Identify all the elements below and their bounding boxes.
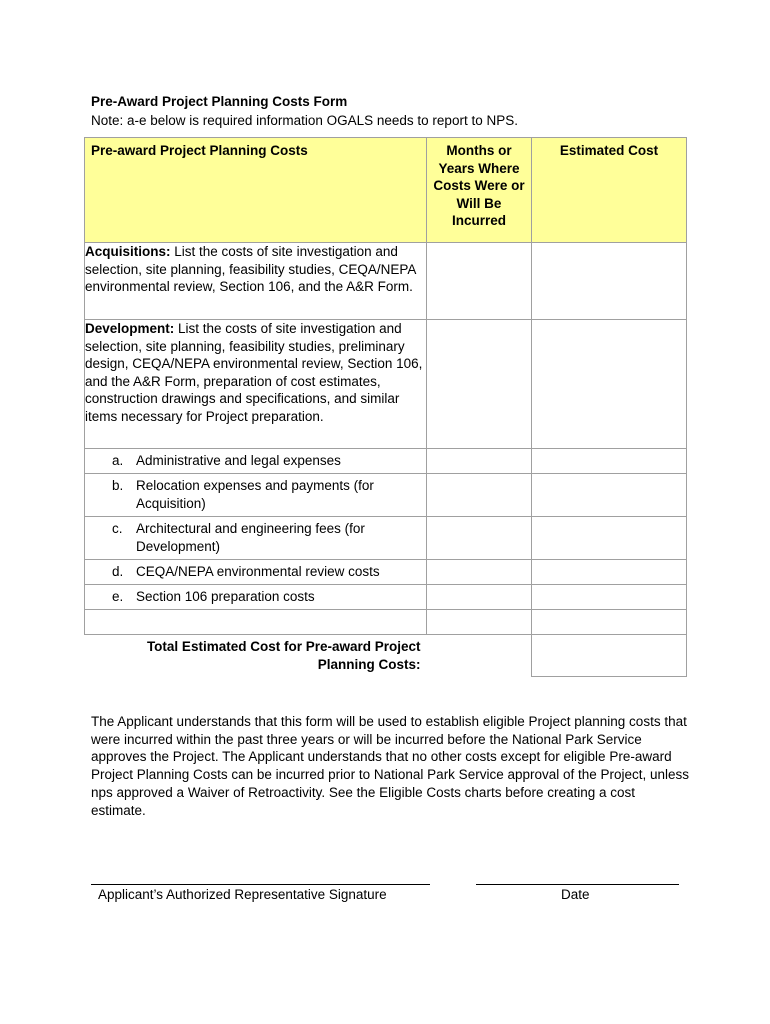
signature-line[interactable] xyxy=(91,884,430,885)
item-a-months-cell[interactable] xyxy=(427,449,532,474)
development-row xyxy=(85,320,687,449)
blank-months-cell[interactable] xyxy=(427,610,532,635)
table-header-row xyxy=(85,138,687,243)
table-row xyxy=(85,517,687,560)
date-label: Date xyxy=(561,887,590,902)
item-e-months-cell[interactable] xyxy=(427,585,532,610)
development-months-cell[interactable] xyxy=(427,320,532,449)
development-label: Development: xyxy=(85,321,175,336)
item-c-months-cell[interactable] xyxy=(427,517,532,560)
table-row xyxy=(85,449,687,474)
item-text: CEQA/NEPA environmental review costs xyxy=(136,564,380,579)
item-text: Section 106 preparation costs xyxy=(136,589,315,604)
acquisitions-text: List the costs of site investigation and selection, site planning, feasibility studies, CEQA/NEPA environmental review, Section 106, and the A&R Form. xyxy=(85,244,416,294)
date-line[interactable] xyxy=(476,884,679,885)
item-letter: c. xyxy=(112,521,123,536)
item-c xyxy=(85,517,427,560)
item-d xyxy=(85,560,427,585)
item-b xyxy=(85,474,427,517)
form-note: Note: a-e below is required information OGALS needs to report to NPS. xyxy=(91,113,518,128)
table-row xyxy=(85,560,687,585)
acquisitions-label: Acquisitions: xyxy=(85,244,171,259)
planning-costs-table xyxy=(84,137,687,677)
blank-row xyxy=(85,610,687,635)
item-a xyxy=(85,449,427,474)
item-e-cost-cell[interactable] xyxy=(532,585,687,610)
item-letter: a. xyxy=(112,453,124,468)
item-text: Relocation expenses and payments (for Acquisition) xyxy=(136,478,374,511)
item-e xyxy=(85,585,427,610)
table-row xyxy=(85,474,687,517)
total-label: Total Estimated Cost for Pre-award Project Planning Costs: xyxy=(146,639,421,672)
total-row xyxy=(85,635,687,677)
acquisitions-cost-cell[interactable] xyxy=(532,243,687,320)
item-text: Architectural and engineering fees (for Development) xyxy=(136,521,365,554)
signature-label: Applicant’s Authorized Representative Signature xyxy=(98,887,387,902)
table-row xyxy=(85,585,687,610)
blank-cost-cell[interactable] xyxy=(532,610,687,635)
item-letter: d. xyxy=(112,564,124,579)
development-text: List the costs of site investigation and selection, site planning, feasibility studies, preliminary design, CEQA/NEPA environmental review, Section 106, and the A&R Form, preparation of cost estimates, construction drawings and specifications, and similar items necessary for Project preparation. xyxy=(85,321,423,424)
item-b-months-cell[interactable] xyxy=(427,474,532,517)
total-spacer xyxy=(427,635,532,677)
acquisitions-months-cell[interactable] xyxy=(427,243,532,320)
total-cost-cell[interactable] xyxy=(532,635,687,677)
item-a-cost-cell[interactable] xyxy=(532,449,687,474)
acquisitions-row xyxy=(85,243,687,320)
item-letter: e. xyxy=(112,589,124,604)
header-months-years: Months or Years Where Costs Were or Will Be Incurred xyxy=(427,138,532,243)
acquisitions-description xyxy=(85,243,427,320)
item-b-cost-cell[interactable] xyxy=(532,474,687,517)
item-d-months-cell[interactable] xyxy=(427,560,532,585)
item-letter: b. xyxy=(112,478,124,493)
development-description xyxy=(85,320,427,449)
development-cost-cell[interactable] xyxy=(532,320,687,449)
form-title: Pre-Award Project Planning Costs Form xyxy=(91,94,348,109)
header-estimated-cost: Estimated Cost xyxy=(532,138,687,243)
item-c-cost-cell[interactable] xyxy=(532,517,687,560)
header-planning-costs: Pre-award Project Planning Costs xyxy=(85,138,427,243)
applicant-statement: The Applicant understands that this form will be used to establish eligible Project planning costs that were incurred within the past three years or will be incurred before the National Park Service approves the Project. The Applicant understands that no other costs except for eligible Pre-award Project Planning Costs can be incurred prior to National Park Service approval of the Project, unless nps approved a Waiver of Retroactivity. See the Eligible Costs charts before creating a cost estimate. xyxy=(91,714,690,818)
item-d-cost-cell[interactable] xyxy=(532,560,687,585)
item-text: Administrative and legal expenses xyxy=(136,453,341,468)
blank-description-cell[interactable] xyxy=(85,610,427,635)
